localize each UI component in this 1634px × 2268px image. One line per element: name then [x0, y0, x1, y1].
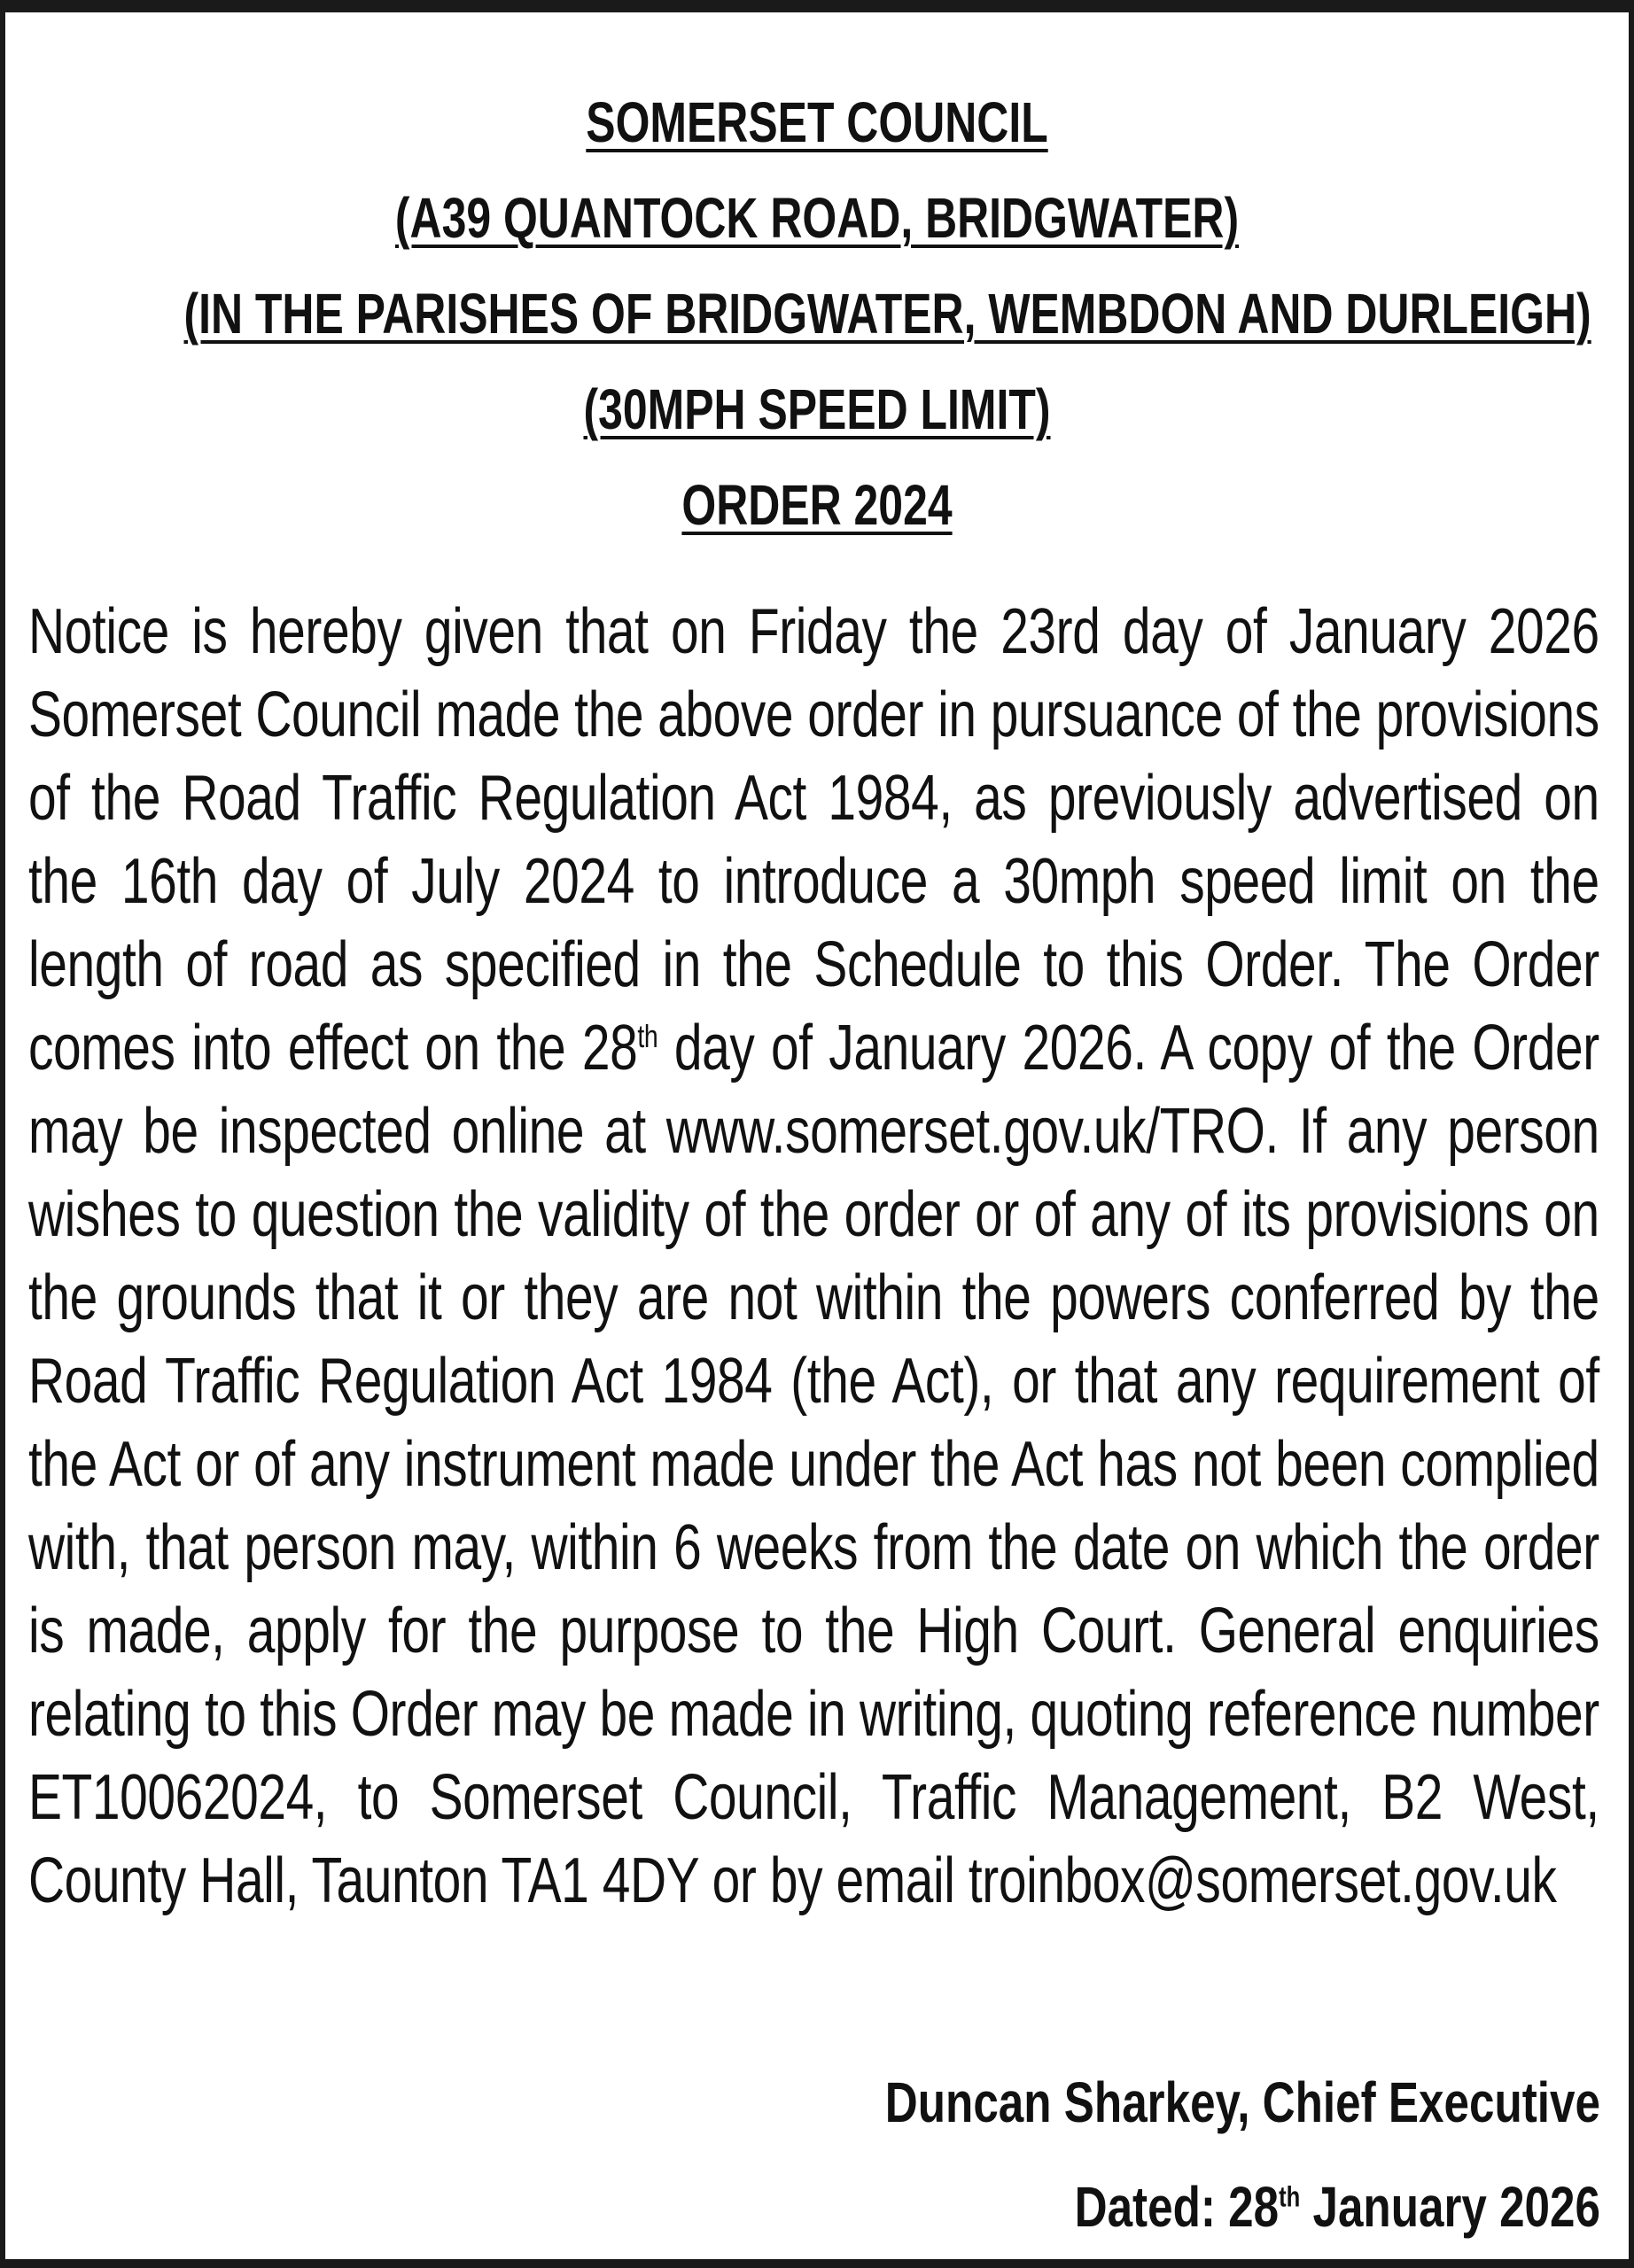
signature-block	[885, 2050, 1600, 2259]
dated-prefix: Dated: 28	[1074, 2175, 1280, 2239]
dated-line	[885, 2155, 1600, 2259]
heading-order-text: ORDER 2024	[681, 473, 953, 537]
heading-speed-limit-text: (30MPH SPEED LIMIT)	[583, 377, 1051, 441]
notice-body-part1: Notice is hereby given that on Friday the 23rd day of January 2026 Somerset Council made the above order in pursuance of the provisions of the Road Traffic Regulation Act 1984, as previously advertised on the 16th day of July 2024 to introduce a 30mph speed limit on the length of road as specified in the Schedule to this Order. The Order comes into effect on the 28	[28, 596, 1599, 1084]
notice-body	[28, 590, 1599, 1922]
heading-road	[184, 170, 1451, 266]
heading-parishes	[183, 266, 1591, 361]
heading-road-text: (A39 QUANTOCK ROAD, BRIDGWATER)	[394, 186, 1240, 250]
notice-body-part2: day of January 2026. A copy of the Order may be inspected online at www.somerset.gov.uk/TRO. If any person wishes to question the validity of the order or of any of its provisions on the grounds that it or they are not within the powers conferred by the Road Traffic Regulation Act 1984 (the Act), or that any requirement of the Act or of any instrument made under the Act has not been complied with, that person may, within 6 weeks from the date on which the order is made, apply for the purpose to the High Court. General enquiries relating to this Order may be made in writing, quoting reference number ET10062024, to Somerset Council, Traffic Management, B2 West, County Hall, Taunton TA1 4DY or by email troinbox@somerset.gov.uk	[28, 1013, 1599, 1916]
dated-suffix: January 2026	[1300, 2175, 1600, 2239]
heading-order	[184, 457, 1451, 553]
notice-headings	[5, 74, 1629, 553]
heading-council	[184, 74, 1451, 170]
signatory-name: Duncan Sharkey, Chief Executive	[884, 2070, 1600, 2134]
heading-council-text: SOMERSET COUNCIL	[586, 90, 1048, 154]
heading-parishes-text: (IN THE PARISHES OF BRIDGWATER, WEMBDON AND DURLEIGH)	[183, 282, 1591, 346]
notice-body-ordinal: th	[637, 1018, 658, 1054]
heading-speed-limit	[184, 361, 1451, 457]
dated-ordinal: th	[1279, 2180, 1301, 2213]
